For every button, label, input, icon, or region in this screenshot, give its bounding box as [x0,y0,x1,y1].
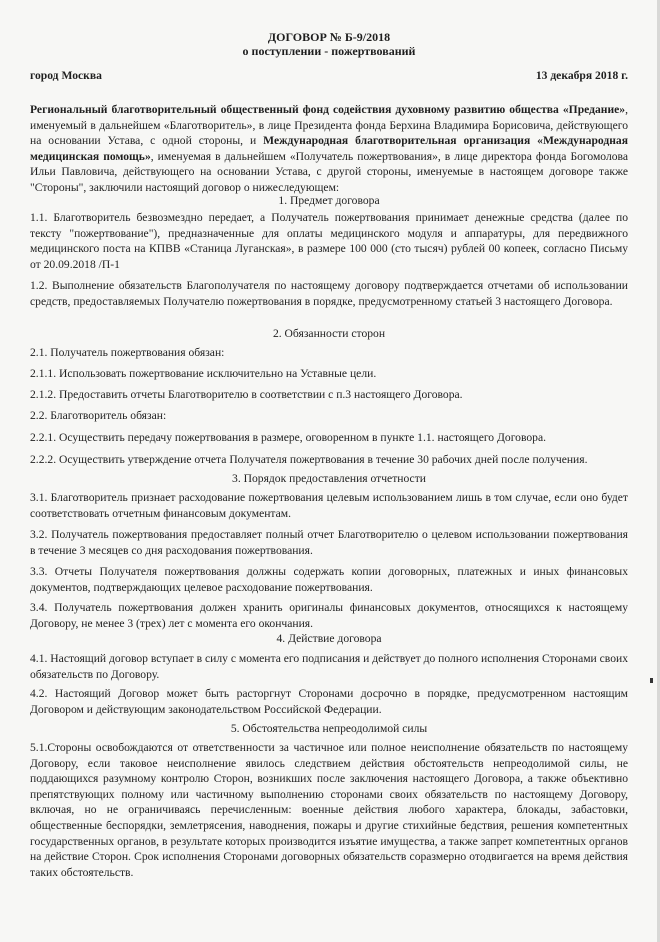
clause: 1.1. Благотворитель безвозмездно передает, а Получатель пожертвования принимает денежные средства (далее по тексту "пожертвование"), предназначенные для оплаты медицинского модуля и аппаратуры, для передвижного медицинского поста на КПВВ «Станица Луганская», в размере 100 000 (сто тысяч) рублей 00 копеек, согласно Письму от 20.09.2018 /П-1 [30,211,628,271]
section-heading: 5. Обстоятельства непреодолимой силы [230,722,428,735]
clause: 2.2.2. Осуществить утверждение отчета Получателя пожертвования в течение 30 рабочих дней после получения. [30,453,588,466]
document-subtitle: о поступлении - пожертвований [242,44,416,58]
clause: 4.1. Настоящий договор вступает в силу с момента его подписания и действует до полного исполнения Сторонами своих обязательств по Договору. [30,652,628,681]
section-heading: 3. Порядок предоставления отчетности [232,472,426,485]
donor-name: Региональный благотворительный общественный фонд содействия духовному развитию общества «Предание» [30,103,626,116]
clause: 1.2. Выполнение обязательств Благополучателя по настоящему договору подтверждается отчетами об использовании средств, предоставляемых Получателю пожертвования в порядке, предусмотренному статьей 3 настоящего Договора. [30,279,628,308]
recipient-name: Международная благотворительная организация «Международная медицинская помощь» [30,134,628,163]
clause: 4.2. Настоящий Договор может быть расторгнут Сторонами досрочно в порядке, предусмотренном настоящим Договором и действующим законодательством Российской Федерации. [30,687,628,716]
date: 13 декабря 2018 г. [535,69,628,82]
clause: 3.2. Получатель пожертвования предоставляет полный отчет Благотворителю о целевом использовании пожертвования в течение 3 месяцев со дня расходования пожертвования. [30,528,628,557]
clause: 2.1.1. Использовать пожертвование исключительно на Уставные цели. [30,367,377,380]
clause: 3.1. Благотворитель признает расходование пожертвования целевым использованием лишь в том случае, если оно будет соответствовать отчетным финансовым документам. [30,491,628,520]
intro-paragraph [30,102,628,196]
section-heading: 2. Обязанности сторон [272,327,386,340]
section-heading: 1. Предмет договора [278,194,380,207]
clause: 3.4. Получатель пожертвования должен хранить оригиналы финансовых документов, относящихся к настоящему Договору, не менее 3 (трех) лет с момента его окончания. [30,601,628,630]
document-title: ДОГОВОР № Б-9/2018 [267,30,391,44]
clause: 2.2. Благотворитель обязан: [30,409,167,422]
clause: 2.1. Получатель пожертвования обязан: [30,346,225,359]
section-heading: 4. Действие договора [276,632,382,645]
intro-text: , именуемая в дальнейшем «Получатель пожертвования», в лице директора фонда Богомолова Ильи Павловича, действующего на основании Устава, с другой стороны, именуемые в настоящем договоре также "Стороны", заключили настоящий договор о нижеследующем: [30,149,629,194]
clause: 3.3. Отчеты Получателя пожертвования должны содержать копии договорных, платежных и иных финансовых документов, подтверждающих целевое расходование пожертвования. [30,565,628,594]
scan-speck [650,678,653,683]
clause: 2.1.2. Предоставить отчеты Благотворителю в соответствии с п.3 настоящего Договора. [30,388,463,401]
intro-text: , именуемый в дальнейшем «Благотворитель», в лице Президента фонда Берхина Владимира Борисовича, действующего на основании Устава, с одной стороны, и [30,103,628,148]
city: город Москва [30,69,102,82]
clause: 5.1.Стороны освобождаются от ответственности за частичное или полное неисполнение обязательств по настоящему Договору, если таковое неисполнение явилось следствием действия обстоятельств непреодолимой силы, не поддающихся разумному контролю Сторон, возникших после заключения настоящего Договора, а также объективно препятствующих полному или частичному выполнению сторонами своих обязательств по настоящему Договору, включая, но не ограничиваясь перечисленным: военные действия любого характера, блокады, забастовки, общественные беспорядки, землетрясения, наводнения, пожары и другие стихийные бедствия, решения компетентных государственных органов, в результате которых производится изъятие имущества, а также запрет компетентных органов на действие Сторон. Срок исполнения Сторонами договорных обязательств соразмерно отодвигается на время действия таких обстоятельств. [30,741,628,879]
clause: 2.2.1. Осуществить передачу пожертвования в размере, оговоренном в пункте 1.1. настоящего Договора. [30,431,547,444]
